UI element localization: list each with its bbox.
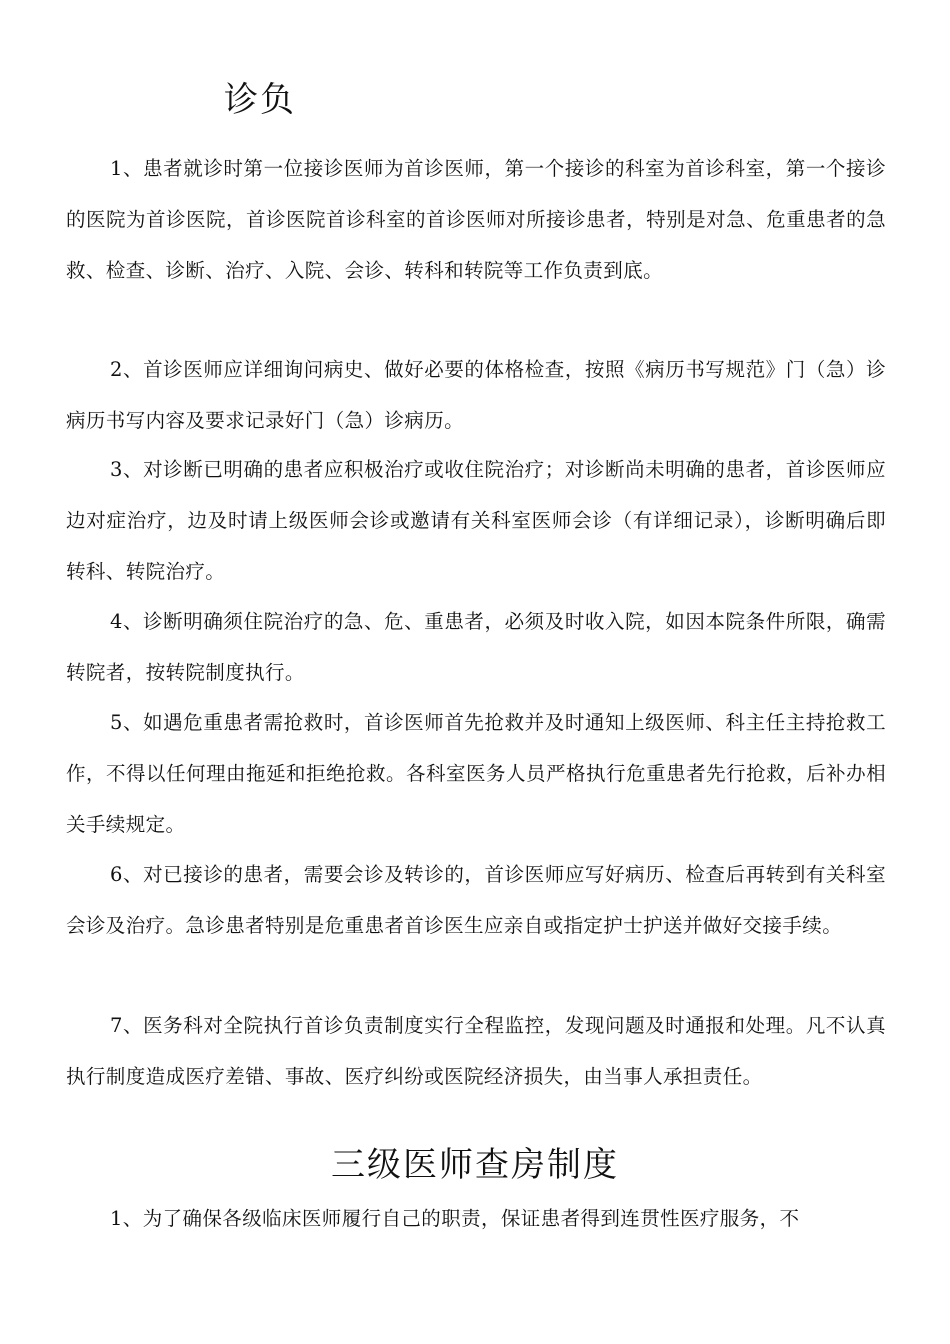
paragraph-item-6: 6、对已接诊的患者，需要会诊及转诊的，首诊医师应写好病历、检查后再转到有关科室会诊及治疗。急诊患者特别是危重患者首诊医生应亲自或指定护士护送并做好交接手续。 (66, 863, 886, 937)
paragraph-item-7: 7、医务科对全院执行首诊负责制度实行全程监控，发现问题及时通报和处理。凡不认真执行制度造成医疗差错、事故、医疗纠纷或医院经济损失，由当事人承担责任。 (66, 1014, 886, 1088)
section-title: 诊负 (224, 80, 296, 120)
paragraph-item-5: 5、如遇危重患者需抢救时，首诊医师首先抢救并及时通知上级医师、科主任主持抢救工作，不得以任何理由拖延和拒绝抢救。各科室医务人员严格执行危重患者先行抢救，后补办相关手续规定。 (66, 711, 886, 836)
paragraph-item-3: 3、对诊断已明确的患者应积极治疗或收住院治疗；对诊断尚未明确的患者，首诊医师应边对症治疗，边及时请上级医师会诊或邀请有关科室医师会诊（有详细记录），诊断明确后即转科、转院治疗。 (66, 458, 886, 583)
section-title-rounds: 三级医师查房制度 (331, 1145, 619, 1185)
paragraph-item-2: 2、首诊医师应详细询问病史、做好必要的体格检查，按照《病历书写规范》门（急）诊病历书写内容及要求记录好门（急）诊病历。 (66, 358, 886, 432)
paragraph-item-rounds-1: 1、为了确保各级临床医师履行自己的职责，保证患者得到连贯性医疗服务，不 (110, 1207, 800, 1230)
paragraph-item-4: 4、诊断明确须住院治疗的急、危、重患者，必须及时收入院，如因本院条件所限，确需转院者，按转院制度执行。 (66, 610, 886, 684)
paragraph-item-1: 1、患者就诊时第一位接诊医师为首诊医师，第一个接诊的科室为首诊科室，第一个接诊的医院为首诊医院，首诊医院首诊科室的首诊医师对所接诊患者，特别是对急、危重患者的急救、检查、诊断、治疗、入院、会诊、转科和转院等工作负责到底。 (66, 157, 886, 282)
